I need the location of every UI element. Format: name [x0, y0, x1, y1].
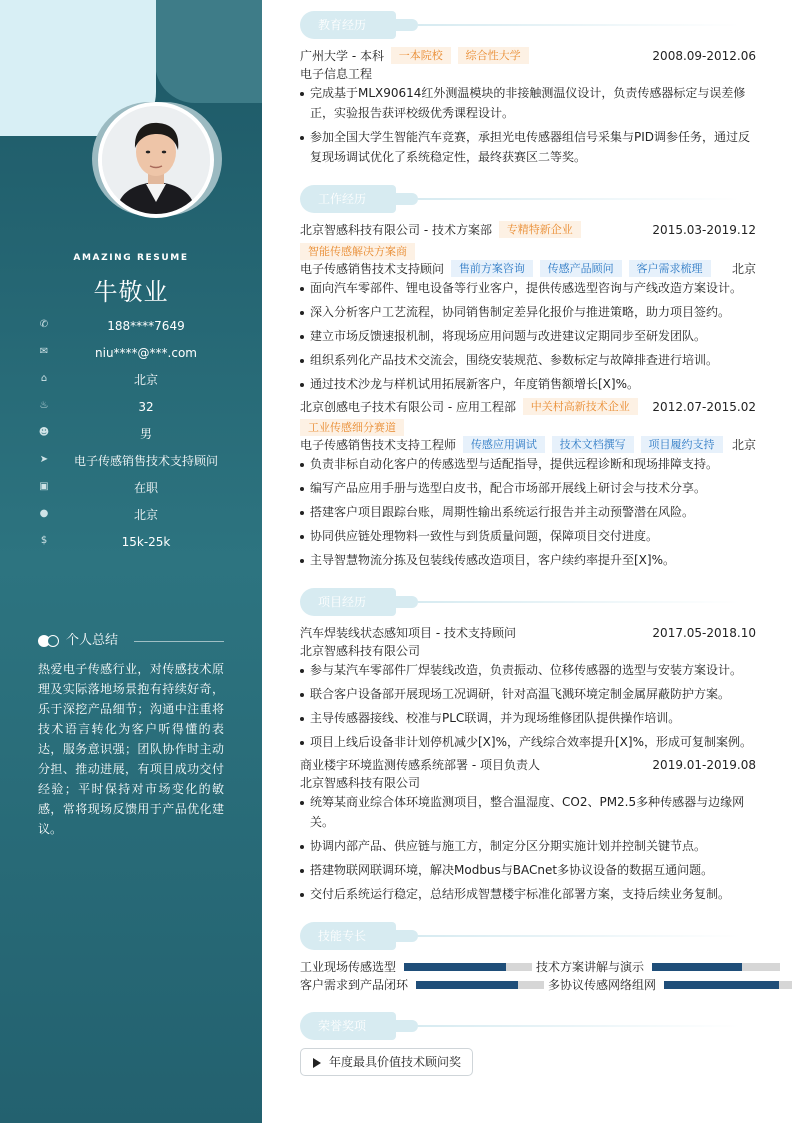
skill-tag: 客户需求梳理 [629, 260, 711, 277]
skill-name: 工业现场传感选型 [300, 960, 397, 974]
skill-name: 技术方案讲解与演示 [536, 960, 645, 974]
job-bullets [300, 278, 756, 398]
info-phone: ✆ 188****7649 [39, 319, 185, 333]
company-name: 北京智感科技有限公司 - 技术方案部 [300, 223, 492, 237]
cake-icon: ♨ [39, 400, 49, 411]
skill-item [300, 959, 532, 975]
summary-text: 热爱电子传感行业，对传感技术原理及实际落地场景抱有持续好奇，乐于深挖产品细节；沟通中注重将技术语言转化为客户听得懂的表达，服务意识强；团队协作时主动分担、推动进展，有项目成功交付经验；平时保持对市场变化的敏感，常将现场反馈用于产品优化建议。 [38, 662, 224, 836]
job-position-row [300, 436, 756, 454]
project-date: 2017.05-2018.10 [652, 626, 756, 640]
info-location: ● 北京 [39, 508, 158, 522]
info-email: ✉ niu****@***.com [39, 346, 197, 360]
info-salary: $ 15k-25k [38, 534, 234, 550]
candidate-name: 牛敬业 [93, 278, 169, 306]
job-location: 北京 [731, 262, 756, 276]
skill-bar [416, 981, 544, 989]
education-major: 电子信息工程 [300, 67, 373, 81]
education-bullets [300, 83, 756, 171]
info-home: ⌂ 北京 [38, 372, 234, 388]
skill-item [300, 977, 544, 993]
briefcase-icon: ▣ [39, 481, 49, 492]
industry-tag: 工业传感细分赛道 [300, 419, 404, 436]
list-item: 主导智慧物流分拣及包装线传感改造项目，客户续约率提升至[X]%。 [300, 550, 756, 570]
section-header-education: 教育经历 [300, 11, 740, 39]
decorative-square [155, 0, 262, 103]
job-company-row [300, 398, 756, 416]
skill-name: 客户需求到产品闭环 [300, 978, 409, 992]
skill-tag: 项目履约支持 [641, 436, 723, 453]
home-icon: ⌂ [40, 373, 48, 384]
location-pin-icon: ● [39, 508, 49, 519]
section-header-skills: 技能专长 [300, 922, 740, 950]
list-item: 交付后系统运行稳定，总结形成智慧楼宇标准化部署方案，支持后续业务复制。 [300, 884, 756, 904]
skill-tag: 售前方案咨询 [451, 260, 533, 277]
list-item: 主导传感器接线、校准与PLC联调，并为现场维修团队提供操作培训。 [300, 708, 756, 728]
send-icon: ➤ [39, 454, 49, 465]
project-title-row [300, 756, 756, 774]
section-header-awards: 荣誉奖项 [300, 1012, 740, 1040]
info-status: ▣ 在职 [39, 481, 158, 495]
skill-tag: 传感应用调试 [463, 436, 545, 453]
job-position: 电子传感销售技术支持顾问 [300, 262, 445, 276]
profile-photo [98, 102, 214, 218]
bubble-icon [38, 635, 60, 647]
skill-name: 多协议传感网络组网 [548, 978, 657, 992]
section-header-work: 工作经历 [300, 185, 740, 213]
section-header-projects: 项目经历 [300, 588, 740, 616]
industry-tag-row [300, 243, 415, 260]
play-triangle-icon [313, 1058, 321, 1068]
award-badge [300, 1048, 473, 1076]
job-position: 电子传感销售技术支持工程师 [300, 438, 457, 452]
info-position: ➤ 电子传感销售技术支持顾问 [39, 454, 218, 468]
list-item: 协同供应链处理物料一致性与到货质量问题，保障项目交付进度。 [300, 526, 756, 546]
job-bullets [300, 454, 756, 574]
project-name: 汽车焊装线状态感知项目 - 技术支持顾问 [300, 626, 516, 640]
job-date: 2012.07-2015.02 [652, 400, 756, 414]
industry-tag: 智能传感解决方案商 [300, 243, 415, 260]
list-item: 协调内部产品、供应链与施工方，制定分区分期实施计划并控制关键节点。 [300, 836, 756, 856]
info-gender: ☻ 男 [38, 427, 152, 441]
project-title-row [300, 624, 756, 642]
job-date: 2015.03-2019.12 [652, 223, 756, 237]
project-company: 北京智感科技有限公司 [300, 644, 421, 658]
project-bullets [300, 792, 756, 908]
company-name: 北京创感电子技术有限公司 - 应用工程部 [300, 400, 516, 414]
school-name: 广州大学 - 本科 [300, 49, 384, 63]
phone-icon: ✆ [39, 319, 49, 330]
project-date: 2019.01-2019.08 [652, 758, 756, 772]
gender-icon: ☻ [38, 427, 50, 438]
list-item: 建立市场反馈速报机制，将现场应用问题与改进建议定期同步至研发团队。 [300, 326, 756, 346]
job-company-row [300, 221, 756, 239]
skill-tag: 传感产品顾问 [540, 260, 622, 277]
list-item: 搭建物联网联调环境，解决Modbus与BACnet多协议设备的数据互通问题。 [300, 860, 756, 880]
list-item: 联合客户设备部开展现场工况调研，针对高温飞溅环境定制金属屏蔽防护方案。 [300, 684, 756, 704]
school-tag: 综合性大学 [458, 47, 529, 64]
job-location: 北京 [731, 438, 756, 452]
list-item: 项目上线后设备非计划停机减少[X]%，产线综合效率提升[X]%，形成可复制案例。 [300, 732, 756, 752]
project-company: 北京智感科技有限公司 [300, 776, 421, 790]
job-position-row [300, 260, 756, 278]
list-item: 面向汽车零部件、锂电设备等行业客户，提供传感选型咨询与产线改造方案设计。 [300, 278, 756, 298]
list-item: 通过技术沙龙与样机试用拓展新客户，年度销售额增长[X]%。 [300, 374, 756, 394]
list-item: 完成基于MLX90614红外测温模块的非接触测温仪设计，负责传感器标定与误差修正，实验报告获评校级优秀课程设计。 [300, 83, 756, 123]
skill-item [536, 959, 780, 975]
summary-divider [134, 641, 224, 642]
skill-bar [404, 963, 532, 971]
mail-icon: ✉ [39, 346, 49, 357]
skill-tag: 技术文档撰写 [552, 436, 634, 453]
skill-bar [664, 981, 792, 989]
award-name: 年度最具价值技术顾问奖 [329, 1055, 462, 1069]
summary-heading: 个人总结 [38, 632, 224, 650]
list-item: 编写产品应用手册与选型白皮书，配合市场部开展线上研讨会与技术分享。 [300, 478, 756, 498]
company-tag: 中关村高新技术企业 [523, 398, 638, 415]
list-item: 组织系列化产品技术交流会，围绕安装规范、参数标定与故障排查进行培训。 [300, 350, 756, 370]
education-date: 2008.09-2012.06 [652, 49, 756, 63]
education-school-row [300, 47, 756, 65]
money-icon: $ [40, 535, 48, 546]
info-age: ♨ 32 [39, 400, 154, 414]
industry-tag-row [300, 419, 404, 436]
list-item: 深入分析客户工艺流程，协同销售制定差异化报价与推进策略，助力项目签约。 [300, 302, 756, 322]
company-tag: 专精特新企业 [499, 221, 581, 238]
project-name: 商业楼宇环境监测传感系统部署 - 项目负责人 [300, 758, 540, 772]
resume-header-label: AMAZING RESUME [73, 253, 189, 263]
list-item: 统筹某商业综合体环境监测项目，整合温湿度、CO2、PM2.5多种传感器与边缘网关。 [300, 792, 756, 832]
skill-item [548, 977, 792, 993]
list-item: 负责非标自动化客户的传感选型与适配指导，提供远程诊断和现场排障支持。 [300, 454, 756, 474]
sidebar [0, 0, 262, 1123]
list-item: 参加全国大学生智能汽车竞赛，承担光电传感器组信号采集与PID调参任务，通过反复现场调试优化了系统稳定性，最终获赛区二等奖。 [300, 127, 756, 167]
project-bullets [300, 660, 756, 756]
list-item: 参与某汽车零部件厂焊装线改造，负责振动、位移传感器的选型与安装方案设计。 [300, 660, 756, 680]
skill-bar [652, 963, 780, 971]
list-item: 搭建客户项目跟踪台账，周期性输出系统运行报告并主动预警潜在风险。 [300, 502, 756, 522]
school-tag: 一本院校 [391, 47, 451, 64]
